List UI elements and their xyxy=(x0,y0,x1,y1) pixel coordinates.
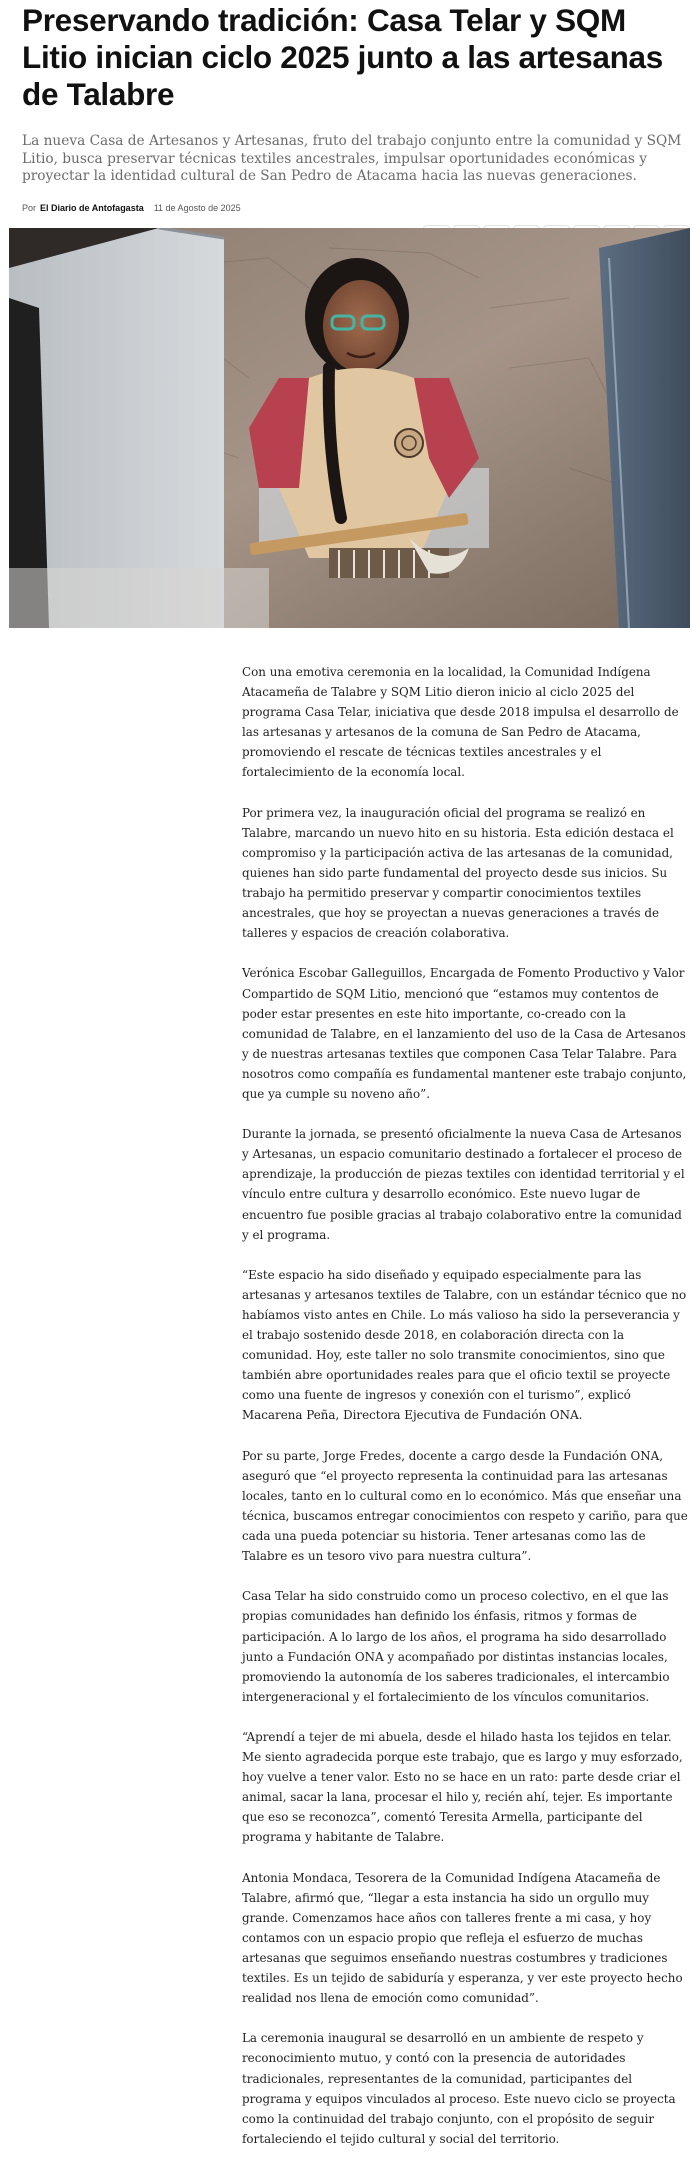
article-title: Preservando tradición: Casa Telar y SQM Litio inician ciclo 2025 junto a las artesanas de Talabre xyxy=(22,2,663,112)
article-header xyxy=(0,0,700,259)
byline-prefix: Por xyxy=(22,202,37,213)
article-paragraph: Antonia Mondaca, Tesorera de la Comunidad Indígena Atacameña de Talabre, afirmó que, “llegar a esta instancia ha sido un orgullo muy grande. Comenzamos hace años con talleres frente a mi casa, y hoy contamos con un espacio propio que refleja el esfuerzo de muchas artesanas que seguimos enseñando nuestras costumbres y tradiciones textiles. Es un tejido de sabiduría y esperanza, y ver este proyecto hecho realidad nos llena de emoción como comunidad”. xyxy=(242,1870,683,2006)
article-paragraph: Casa Telar ha sido construido como un proceso colectivo, en el que las propias comunidades han definido los énfasis, ritmos y formas de participación. A lo largo de los años, el programa ha sido desarrollado junto a Fundación ONA y acompañado por distintas instancias locales, promoviendo la autonomía de los saberes tradicionales, el intercambio intergeneracional y el fortalecimiento de los vínculos comunitarios. xyxy=(242,1589,670,1704)
article-paragraph: La ceremonia inaugural se desarrolló en un ambiente de respeto y reconocimiento mutuo, y contó con la presencia de autoridades tradicionales, representantes de la comunidad, participantes del programa y equipos vinculados al proceso. Este nuevo ciclo se proyecta como la continuidad del trabajo conjunto, con el propósito de seguir fortaleciendo el tejido cultural y social del territorio. xyxy=(242,2031,676,2146)
hero-image xyxy=(9,228,690,628)
article-paragraph: Durante la jornada, se presentó oficialmente la nueva Casa de Artesanos y Artesanas, un espacio comunitario destinado a fortalecer el proceso de aprendizaje, la producción de piezas textiles con identidad territorial y el vínculo entre cultura y desarrollo económico. Este nuevo lugar de encuentro fue posible gracias al trabajo colaborativo entre la comunidad y el programa. xyxy=(242,1127,685,1242)
artisan-weaving-photo xyxy=(9,228,690,628)
article-paragraph: Por su parte, Jorge Fredes, docente a cargo desde la Fundación ONA, aseguró que “el proyecto representa la continuidad para las artesanas locales, tanto en lo cultural como en lo económico. Más que enseñar una técnica, buscamos entregar conocimientos con respeto y cariño, para que cada una pueda potenciar su historia. Tener artesanas como las de Talabre es un tesoro vivo para nuestra cultura”. xyxy=(242,1448,688,1564)
article-paragraph: “Este espacio ha sido diseñado y equipado especialmente para las artesanas y artesanos textiles de Talabre, con un estándar técnico que no habíamos visto antes en Chile. Lo más valioso ha sido la perseverancia y el trabajo sostenido desde 2018, en colaboración directa con la comunidad. Hoy, este taller no solo transmite conocimientos, sino que también abre oportunidades reales para que el oficio textil se proyecte como una fuente de ingresos y conexión con el turismo”, explicó Macarena Peña, Directora Ejecutiva de Fundación ONA. xyxy=(242,1267,687,1423)
article-body xyxy=(242,662,690,2169)
article-paragraph: Por primera vez, la inauguración oficial del programa se realizó en Talabre, marcando un nuevo hito en su historia. Esta edición destaca el compromiso y la participación activa de las artesanas de la comunidad, quienes han sido parte fundamental del proyecto desde sus inicios. Su trabajo ha permitido preservar y compartir conocimientos textiles ancestrales, que hoy se proyectan a nuevas generaciones a través de talleres y espacios de creación colaborativa. xyxy=(242,805,674,941)
article-paragraph: Verónica Escobar Galleguillos, Encargada de Fomento Productivo y Valor Compartido de SQM Litio, mencionó que “estamos muy contentos de poder estar presentes en este hito importante, co-creado con la comunidad de Talabre, en el lanzamiento del uso de la Casa de Artesanos y de nuestras artesanas textiles que componen Casa Telar Talabre. Para nosotros como compañía es fundamental mantener este trabajo conjunto, que ya cumple su noveno año”. xyxy=(242,966,687,1101)
article-subtitle: La nueva Casa de Artesanos y Artesanas, fruto del trabajo conjunto entre la comunidad y SQM Litio, busca preservar técnicas textiles ancestrales, impulsar oportunidades económicas y proyectar la identidad cultural de San Pedro de Atacama hacia las nuevas generaciones. xyxy=(22,133,682,184)
byline xyxy=(22,203,690,213)
author-link[interactable]: El Diario de Antofagasta xyxy=(40,202,144,213)
article-paragraph: Con una emotiva ceremonia en la localidad, la Comunidad Indígena Atacameña de Talabre y SQM Litio dieron inicio al ciclo 2025 del programa Casa Telar, iniciativa que desde 2018 impulsa el desarrollo de las artesanas y artesanos de la comuna de San Pedro de Atacama, promoviendo el rescate de técnicas textiles ancestrales y el fortalecimiento de la economía local. xyxy=(242,665,679,780)
publish-date: 11 de Agosto de 2025 xyxy=(153,202,241,213)
article-paragraph: “Aprendí a tejer de mi abuela, desde el hilado hasta los tejidos en telar. Me siento agradecida porque este trabajo, que es largo y muy esforzado, hoy vuelve a tener valor. Esto no se hace en un rato: parte desde criar el animal, sacar la lana, procesar el hilo y, recién ahí, tejer. Es importante que eso se reconozca”, comentó Teresita Armella, participante del programa y habitante de Talabre. xyxy=(242,1729,683,1845)
